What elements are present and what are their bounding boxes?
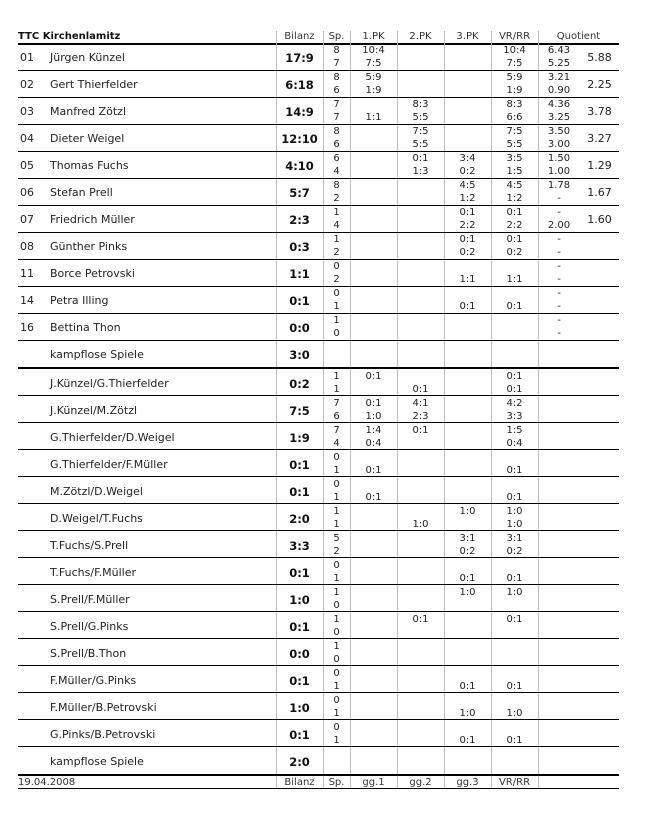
bilanz: 3:3 (289, 539, 310, 553)
pk3-second-half: 0:2 (459, 247, 476, 258)
q-first-half: - (557, 261, 561, 272)
sp-second-half: 6 (333, 411, 340, 422)
vr-second-half: 0:1 (506, 735, 523, 746)
doubles-pair: T.Fuchs/F.Müller (50, 566, 136, 579)
pk3-second-half: 0:1 (459, 573, 476, 584)
vr-second-half: 0:1 (506, 301, 523, 312)
pk2-first-half: 7:5 (412, 126, 429, 137)
doubles-pair: M.Zötzl/D.Weigel (50, 485, 143, 498)
sp-first-half: 1 (333, 641, 340, 652)
sp-first-half: 7 (333, 398, 340, 409)
doubles-pair: G.Thierfelder/D.Weigel (50, 431, 175, 444)
bilanz: 2:3 (289, 213, 310, 227)
rank: 16 (20, 321, 34, 334)
vr-second-half: 1:2 (506, 193, 523, 204)
sp-second-half: 1 (333, 519, 340, 530)
quotient-total: 1.29 (587, 159, 612, 172)
q-first-half: 6.43 (547, 45, 571, 56)
doubles-pair: J.Künzel/M.Zötzl (50, 404, 138, 417)
vr-second-half: 0:1 (506, 465, 523, 476)
bilanz: 4:10 (285, 159, 314, 173)
sp-first-half: 0 (333, 452, 340, 463)
row-divider (18, 449, 619, 450)
doubles-pair: S.Prell/F.Müller (50, 593, 130, 606)
kampflos-bilanz: 2:0 (289, 755, 310, 769)
footer-sp: Sp. (328, 777, 345, 788)
q-second-half: 3.00 (547, 139, 571, 150)
sp-first-half: 0 (333, 288, 340, 299)
pk2-second-half: 1:3 (412, 166, 429, 177)
q-first-half: - (557, 315, 561, 326)
footer-vrrr: VR/RR (498, 777, 531, 788)
q-second-half: 2.00 (547, 220, 571, 231)
pk2-first-half: 0:1 (412, 614, 429, 625)
sp-second-half: 1 (333, 573, 340, 584)
header-3pk: 3.PK (456, 31, 479, 42)
bilanz: 1:0 (289, 701, 310, 715)
rank: 04 (20, 132, 34, 145)
vr-first-half: 0:1 (506, 614, 523, 625)
rank: 14 (20, 294, 34, 307)
bilanz: 0:1 (289, 294, 310, 308)
pk3-second-half: 0:2 (459, 546, 476, 557)
sp-second-half: 1 (333, 708, 340, 719)
row-divider (18, 178, 619, 179)
pk3-first-half: 1:0 (459, 587, 476, 598)
sp-second-half: 2 (333, 193, 340, 204)
sp-second-half: 2 (333, 274, 340, 285)
rank: 05 (20, 159, 34, 172)
sp-second-half: 0 (333, 654, 340, 665)
row-divider (18, 259, 619, 260)
pk3-second-half: 1:0 (459, 708, 476, 719)
bilanz: 6:18 (285, 78, 314, 92)
row-divider (18, 340, 619, 341)
pk2-first-half: 0:1 (412, 153, 429, 164)
pk1-second-half: 1:1 (365, 112, 382, 123)
q-second-half: - (557, 301, 561, 312)
q-second-half: - (557, 274, 561, 285)
section-rule (18, 367, 619, 369)
bilanz: 17:9 (285, 51, 314, 65)
player-name: Borce Petrovski (50, 267, 135, 280)
sp-second-half: 6 (333, 139, 340, 150)
rank: 11 (20, 267, 34, 280)
player-name: Gert Thierfelder (50, 78, 138, 91)
sp-second-half: 4 (333, 438, 340, 449)
header-quotient: Quotient (556, 31, 601, 42)
pk1-second-half: 1:0 (365, 411, 382, 422)
sp-second-half: 1 (333, 735, 340, 746)
q-second-half: 0.90 (547, 85, 571, 96)
q-first-half: 1.78 (547, 180, 571, 191)
quotient-total: 3.78 (587, 105, 612, 118)
vr-second-half: 0:1 (506, 681, 523, 692)
rank: 07 (20, 213, 34, 226)
row-divider (18, 124, 619, 125)
pk3-first-half: 1:0 (459, 506, 476, 517)
footer-gg3: gg.3 (456, 777, 479, 788)
sp-first-half: 1 (333, 506, 340, 517)
doubles-pair: S.Prell/G.Pinks (50, 620, 129, 633)
vr-second-half: 7:5 (506, 58, 523, 69)
row-divider (18, 395, 619, 396)
vr-first-half: 4:2 (506, 398, 523, 409)
vr-second-half: 0:2 (506, 546, 523, 557)
pk1-first-half: 0:1 (365, 371, 382, 382)
header-vrrr: VR/RR (498, 31, 531, 42)
q-first-half: 4.36 (547, 99, 571, 110)
header-1pk: 1.PK (362, 31, 385, 42)
footer-date: 19.04.2008 (18, 777, 76, 788)
pk3-second-half: 1:2 (459, 193, 476, 204)
q-second-half: - (557, 193, 561, 204)
bottom-rule (18, 788, 619, 789)
bilanz: 14:9 (285, 105, 314, 119)
vr-second-half: 1:9 (506, 85, 523, 96)
vr-second-half: 1:0 (506, 519, 523, 530)
q-second-half: 3.25 (547, 112, 571, 123)
kampflos-bilanz: 3:0 (289, 348, 310, 362)
pk3-first-half: 0:1 (459, 207, 476, 218)
bilanz: 0:2 (289, 377, 310, 391)
quotient-total: 5.88 (587, 51, 612, 64)
player-name: Manfred Zötzl (50, 105, 127, 118)
pk3-second-half: 0:1 (459, 301, 476, 312)
row-divider (18, 97, 619, 98)
q-first-half: - (557, 207, 561, 218)
row-divider (18, 476, 619, 477)
sp-first-half: 0 (333, 560, 340, 571)
q-first-half: 1.50 (547, 153, 571, 164)
pk3-second-half: 0:1 (459, 681, 476, 692)
q-second-half: 5.25 (547, 58, 571, 69)
bilanz: 0:1 (289, 728, 310, 742)
pk2-second-half: 5:5 (412, 139, 429, 150)
sp-second-half: 4 (333, 220, 340, 231)
vr-first-half: 1:5 (506, 425, 523, 436)
quotient-total: 3.27 (587, 132, 612, 145)
player-name: Dieter Weigel (50, 132, 125, 145)
vr-second-half: 0:4 (506, 438, 523, 449)
vr-first-half: 5:9 (506, 72, 523, 83)
vr-first-half: 3:5 (506, 153, 523, 164)
pk1-first-half: 1:4 (365, 425, 382, 436)
q-first-half: 3.50 (547, 126, 571, 137)
pk1-second-half: 0:1 (365, 492, 382, 503)
vr-first-half: 1:0 (506, 587, 523, 598)
kampflos-label: kampflose Spiele (50, 755, 144, 768)
header-2pk: 2.PK (409, 31, 432, 42)
sp-first-half: 6 (333, 153, 340, 164)
sp-first-half: 0 (333, 722, 340, 733)
bilanz: 0:1 (289, 566, 310, 580)
pk2-first-half: 8:3 (412, 99, 429, 110)
pk1-second-half: 0:4 (365, 438, 382, 449)
row-divider (18, 584, 619, 585)
doubles-pair: J.Künzel/G.Thierfelder (50, 377, 169, 390)
vr-first-half: 0:1 (506, 234, 523, 245)
table-title: TTC Kirchenlamitz (18, 31, 121, 42)
q-first-half: 3.21 (547, 72, 571, 83)
sp-first-half: 1 (333, 315, 340, 326)
sp-second-half: 0 (333, 600, 340, 611)
pk1-second-half: 7:5 (365, 58, 382, 69)
pk2-second-half: 1:0 (412, 519, 429, 530)
sp-first-half: 8 (333, 45, 340, 56)
bilanz: 0:1 (289, 458, 310, 472)
footer-rule (18, 774, 619, 776)
kampflos-label: kampflose Spiele (50, 348, 144, 361)
header-sp: Sp. (328, 31, 345, 42)
row-divider (18, 313, 619, 314)
vr-second-half: 0:1 (506, 384, 523, 395)
sp-first-half: 0 (333, 479, 340, 490)
doubles-pair: D.Weigel/T.Fuchs (50, 512, 143, 525)
pk1-first-half: 5:9 (365, 72, 382, 83)
vr-second-half: 1:1 (506, 274, 523, 285)
pk2-second-half: 2:3 (412, 411, 429, 422)
q-first-half: - (557, 288, 561, 299)
row-divider (18, 286, 619, 287)
sp-second-half: 4 (333, 166, 340, 177)
sp-first-half: 0 (333, 261, 340, 272)
doubles-pair: T.Fuchs/S.Prell (50, 539, 129, 552)
pk2-second-half: 0:1 (412, 384, 429, 395)
vr-first-half: 0:1 (506, 207, 523, 218)
bilanz: 1:1 (289, 267, 310, 281)
vr-second-half: 0:2 (506, 247, 523, 258)
pk1-first-half: 0:1 (365, 398, 382, 409)
vr-second-half: 3:3 (506, 411, 523, 422)
sp-second-half: 0 (333, 328, 340, 339)
row-divider (18, 205, 619, 206)
vr-second-half: 5:5 (506, 139, 523, 150)
row-divider (18, 232, 619, 233)
quotient-total: 2.25 (587, 78, 612, 91)
sp-first-half: 7 (333, 99, 340, 110)
pk3-first-half: 3:4 (459, 153, 476, 164)
bilanz: 0:0 (289, 647, 310, 661)
player-name: Jürgen Künzel (50, 51, 125, 64)
rank: 03 (20, 105, 34, 118)
sp-first-half: 5 (333, 533, 340, 544)
sp-second-half: 7 (333, 112, 340, 123)
bilanz: 0:1 (289, 674, 310, 688)
sp-second-half: 1 (333, 681, 340, 692)
q-first-half: - (557, 234, 561, 245)
sp-second-half: 7 (333, 58, 340, 69)
vr-first-half: 3:1 (506, 533, 523, 544)
doubles-pair: F.Müller/B.Petrovski (50, 701, 157, 714)
bilanz: 5:7 (289, 186, 310, 200)
footer-gg2: gg.2 (409, 777, 432, 788)
vr-first-half: 4:5 (506, 180, 523, 191)
sp-second-half: 1 (333, 492, 340, 503)
doubles-pair: S.Prell/B.Thon (50, 647, 127, 660)
vr-second-half: 1:0 (506, 708, 523, 719)
row-divider (18, 611, 619, 612)
pk3-second-half: 2:2 (459, 220, 476, 231)
rank: 01 (20, 51, 34, 64)
quotient-total: 1.67 (587, 186, 612, 199)
sp-first-half: 1 (333, 207, 340, 218)
pk2-first-half: 4:1 (412, 398, 429, 409)
sp-second-half: 2 (333, 546, 340, 557)
vr-first-half: 8:3 (506, 99, 523, 110)
sp-second-half: 1 (333, 301, 340, 312)
pk3-second-half: 1:1 (459, 274, 476, 285)
bilanz: 0:1 (289, 620, 310, 634)
bilanz: 1:0 (289, 593, 310, 607)
sp-first-half: 0 (333, 695, 340, 706)
vr-second-half: 1:5 (506, 166, 523, 177)
doubles-pair: G.Thierfelder/F.Müller (50, 458, 168, 471)
doubles-pair: F.Müller/G.Pinks (50, 674, 137, 687)
pk1-first-half: 10:4 (362, 45, 385, 56)
rank: 06 (20, 186, 34, 199)
sp-first-half: 1 (333, 371, 340, 382)
sp-first-half: 8 (333, 180, 340, 191)
pk2-first-half: 0:1 (412, 425, 429, 436)
sp-second-half: 0 (333, 627, 340, 638)
sp-first-half: 0 (333, 668, 340, 679)
sp-first-half: 1 (333, 234, 340, 245)
pk3-first-half: 4:5 (459, 180, 476, 191)
bilanz: 0:1 (289, 485, 310, 499)
bilanz: 0:0 (289, 321, 310, 335)
bilanz: 7:5 (289, 404, 310, 418)
pk3-second-half: 0:1 (459, 735, 476, 746)
pk1-second-half: 0:1 (365, 465, 382, 476)
pk3-first-half: 3:1 (459, 533, 476, 544)
pk1-second-half: 1:9 (365, 85, 382, 96)
bilanz: 0:3 (289, 240, 310, 254)
pk3-first-half: 0:1 (459, 234, 476, 245)
pk3-second-half: 0:2 (459, 166, 476, 177)
row-divider (18, 746, 619, 747)
vr-second-half: 0:1 (506, 573, 523, 584)
player-name: Bettina Thon (50, 321, 121, 334)
sp-first-half: 1 (333, 587, 340, 598)
bilanz: 12:10 (281, 132, 318, 146)
row-divider (18, 638, 619, 639)
sp-second-half: 1 (333, 465, 340, 476)
vr-second-half: 0:1 (506, 492, 523, 503)
player-name: Günther Pinks (50, 240, 128, 253)
row-divider (18, 422, 619, 423)
sp-first-half: 8 (333, 126, 340, 137)
vr-second-half: 6:6 (506, 112, 523, 123)
vr-first-half: 10:4 (503, 45, 526, 56)
sp-second-half: 6 (333, 85, 340, 96)
row-divider (18, 719, 619, 720)
rank: 02 (20, 78, 34, 91)
bilanz: 2:0 (289, 512, 310, 526)
quotient-total: 1.60 (587, 213, 612, 226)
sp-first-half: 1 (333, 614, 340, 625)
row-divider (18, 70, 619, 71)
vr-first-half: 7:5 (506, 126, 523, 137)
sp-second-half: 1 (333, 384, 340, 395)
player-name: Petra Illing (50, 294, 109, 307)
bilanz: 1:9 (289, 431, 310, 445)
row-divider (18, 557, 619, 558)
doubles-pair: G.Pinks/B.Petrovski (50, 728, 156, 741)
footer-bilanz: Bilanz (284, 777, 315, 788)
q-second-half: - (557, 328, 561, 339)
row-divider (18, 692, 619, 693)
rank: 08 (20, 240, 34, 253)
vr-first-half: 1:0 (506, 506, 523, 517)
sp-second-half: 2 (333, 247, 340, 258)
footer-gg1: gg.1 (362, 777, 385, 788)
row-divider (18, 151, 619, 152)
header-bilanz: Bilanz (284, 31, 315, 42)
player-name: Stefan Prell (50, 186, 113, 199)
vr-second-half: 2:2 (506, 220, 523, 231)
vr-first-half: 0:1 (506, 371, 523, 382)
player-name: Thomas Fuchs (50, 159, 129, 172)
sp-first-half: 8 (333, 72, 340, 83)
player-name: Friedrich Müller (50, 213, 135, 226)
sp-first-half: 7 (333, 425, 340, 436)
row-divider (18, 503, 619, 504)
q-second-half: 1.00 (547, 166, 571, 177)
row-divider (18, 665, 619, 666)
pk2-second-half: 5:5 (412, 112, 429, 123)
column-divider (444, 31, 445, 788)
row-divider (18, 530, 619, 531)
q-second-half: - (557, 247, 561, 258)
